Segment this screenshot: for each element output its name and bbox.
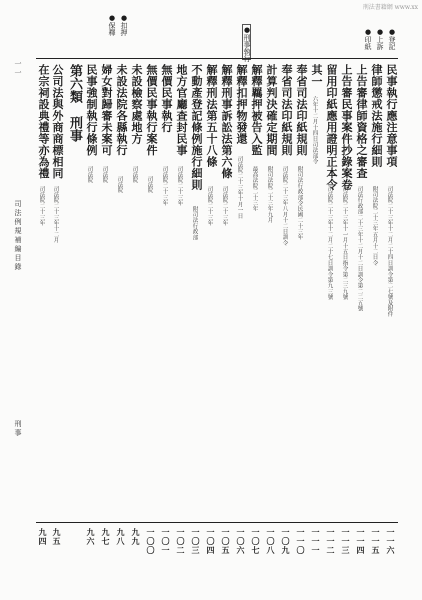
running-head-section: 刑事 <box>14 420 22 438</box>
term-5: ●保釋 <box>108 14 116 36</box>
entry-note: 附司法行政部 <box>191 206 198 241</box>
entry-title: 婦女對歸審未案可 <box>100 64 113 156</box>
running-head-title: 司法例規補編目錄 <box>14 200 22 272</box>
entry-page: 一〇五 <box>221 528 231 555</box>
entry-title: 不動產登記條例施行細則 <box>190 64 203 191</box>
entry-note: 司法院 <box>101 166 108 184</box>
entry-page: 一一四 <box>356 528 366 555</box>
entry-title: 解釋扣押物發還 <box>235 64 248 145</box>
entry-page: 一〇二 <box>176 528 186 555</box>
entry-page: 一一〇 <box>296 528 306 555</box>
entry-note: 司法院二十三年八月十二日訓令 <box>281 166 288 246</box>
bottom-rule <box>36 522 398 523</box>
term-3: ●印紙 <box>364 28 372 50</box>
entry-note: 六年十二月十四日司法部令 <box>311 96 318 165</box>
entry-page: 一〇四 <box>206 528 216 555</box>
entry-title: 未設檢察處地方 <box>130 64 143 145</box>
entry-note: 司法行政部二十三年十二月十二日訓令第二二五號 <box>356 186 363 312</box>
entry-page: 一〇九 <box>281 528 291 555</box>
entry-note: 司法院二十三年 <box>221 186 228 226</box>
entry-note: 司法院二十三年 <box>38 186 45 226</box>
entry-note: 最高法院二十三年 <box>251 166 258 212</box>
entry-page: 一〇〇 <box>146 528 156 555</box>
term-1: ●登記 <box>388 28 396 50</box>
entry-note: 司法院二十三年十二月二十四日訓令第二七號及附件 <box>386 186 393 318</box>
entry-page: 一一六 <box>386 528 396 555</box>
entry-title: 解釋羈押被告入監 <box>250 64 263 156</box>
entry-title: 解釋刑事訴訟法第六條 <box>220 64 233 179</box>
entry-title: 解釋刑法第五十八條 <box>205 64 218 168</box>
entry-title: 公司法與外商商標相同 <box>51 64 64 179</box>
entry-note: 附司法行政部令民國二十三年 <box>296 166 303 241</box>
entry-title: 在宗祠設典禮等亦為禮 <box>37 64 50 179</box>
top-rule <box>36 58 398 59</box>
entry-page: 九九 <box>131 528 141 546</box>
entry-note: 司法院二十三年十二月二十七日訓令第九三號 <box>326 186 333 300</box>
entry-page: 一一一 <box>311 528 321 555</box>
entry-page: 一一三 <box>341 528 351 555</box>
entry-page: 一〇六 <box>236 528 246 555</box>
entry-title: 奉省司法印紙規則 <box>295 64 308 156</box>
entry-note: 司法院 <box>146 176 153 194</box>
entry-title: 奉省司法印紙規則 <box>280 64 293 156</box>
entry-title: 計算判決確定期間 <box>265 64 278 156</box>
watermark: 刑法書籍網 www.xx <box>362 4 418 11</box>
entry-title: 上告審民事案件抄錄案卷 <box>340 64 353 191</box>
entry-note: 司法院二十三年 <box>176 166 183 206</box>
entry-note: 司法院 <box>131 166 138 184</box>
entry-note: 附司法院二十三年五月十二日令 <box>371 186 378 266</box>
entry-page: 九五 <box>52 528 62 546</box>
entry-page: 一一五 <box>371 528 381 555</box>
term-6: ●刑事執行 <box>243 26 251 62</box>
entry-page: 一〇一 <box>161 528 171 555</box>
entry-note: 司法院 <box>116 176 123 194</box>
entry-page: 九七 <box>101 528 111 546</box>
entry-title: 未設法院各縣執行 <box>115 64 128 156</box>
entry-title: 律師懲戒法施行細則 <box>370 64 383 168</box>
entry-note: 司法院二十三年 <box>161 166 168 206</box>
entry-title: 無價民事執行 <box>160 64 173 133</box>
entry-page: 九六 <box>86 528 96 546</box>
entry-page: 一一二 <box>326 528 336 555</box>
entry-title: 地方官廳查封民事 <box>175 64 188 156</box>
entry-title: 留用印紙應用證明正本令 <box>325 64 338 191</box>
entry-note: 司法院二十三年十一月十五日指令第二三九號 <box>341 186 348 300</box>
term-2: ●上訴 <box>376 28 384 50</box>
entry-title: 其一 <box>310 64 323 87</box>
entry-page: 一〇三 <box>191 528 201 555</box>
entry-note: 司法院 <box>86 166 93 184</box>
entry-page: 九四 <box>38 528 48 546</box>
entry-page: 九八 <box>116 528 126 546</box>
entry-title: 無價民事執行案件 <box>145 64 158 156</box>
folio: 一一 <box>14 60 22 78</box>
entry-note: 司法院二十三年十二月 <box>52 186 59 243</box>
entry-note: 司法院二十三年十月一日 <box>236 156 243 219</box>
entry-page: 一〇七 <box>251 528 261 555</box>
term-4: ●扣押 <box>120 14 128 36</box>
entry-page: 一〇八 <box>266 528 276 555</box>
entry-note: 司法院二十三年 <box>206 186 213 226</box>
entry-note: 附司法院二十三年九月 <box>266 166 273 223</box>
section-heading: 第六類 刑事 <box>67 64 82 142</box>
entry-title: 民事執行應注意事項 <box>385 64 398 168</box>
entry-title: 上告審律師資格之審查 <box>355 64 368 179</box>
entry-title: 民事強制執行條例 <box>85 64 98 156</box>
